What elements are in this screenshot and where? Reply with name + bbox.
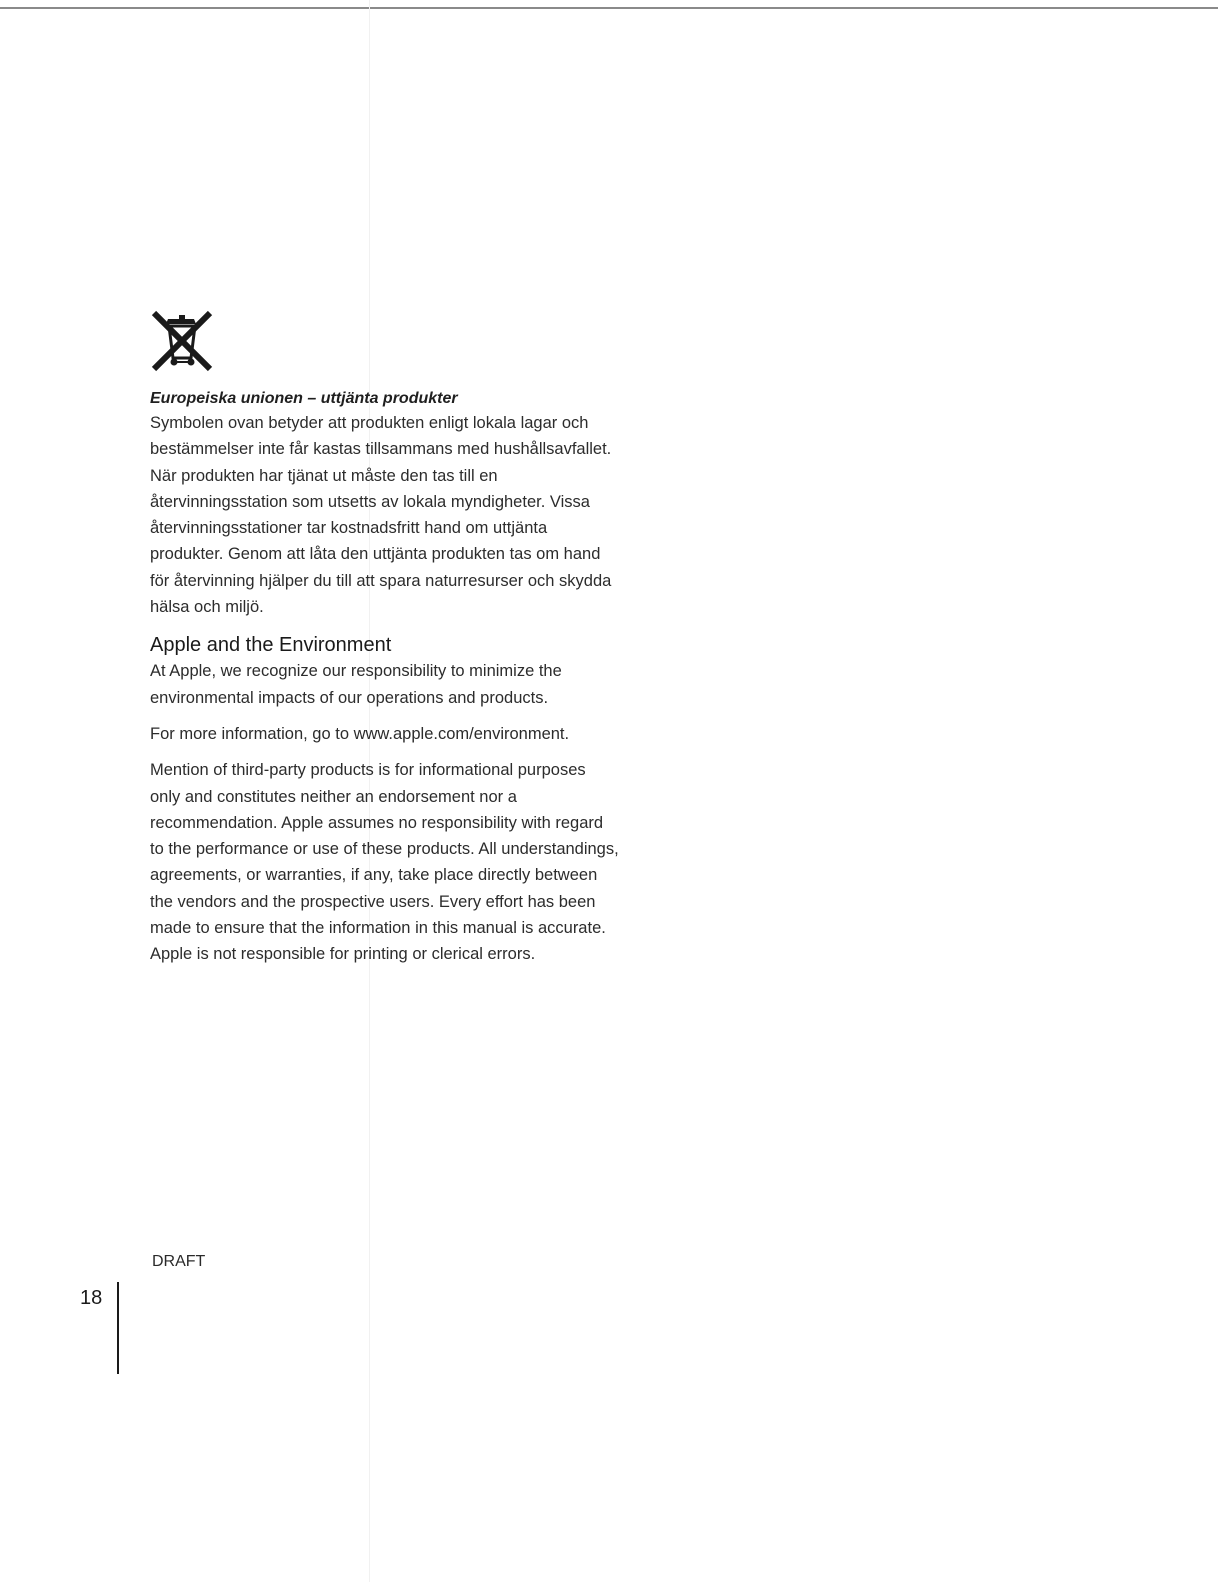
- eu-section-heading: Europeiska unionen – uttjänta produkter: [150, 390, 458, 407]
- crossed-out-wheelie-bin-icon: [150, 310, 214, 372]
- page-number-bar: [117, 1282, 119, 1374]
- environment-intro: At Apple, we recognize our responsibility to minimize the environmental impacts of our operations and products.: [150, 662, 562, 707]
- eu-section-body: Symbolen ovan betyder att produkten enligt lokala lagar och bestämmelser inte får kastas tillsammans med hushållsavfallet. När produkten har tjänat ut måste den tas till en återvinningsstation som utsetts av lokala myndigheter. Vissa återvinningsstationer tar kostnadsfritt hand om uttjänta produkter. Genom att låta den uttjänta produkten tas om hand för återvinning hjälper du till att spara naturresurser och skydda hälsa och miljö.: [150, 414, 612, 617]
- environment-more-info: For more information, go to www.apple.com/environment.: [150, 724, 570, 743]
- main-content: [150, 388, 620, 968]
- disclaimer-paragraph: Mention of third-party products is for informational purposes only and constitutes neither an endorsement nor a recommendation. Apple assumes no responsibility with regard to the performance or use of these products. All understandings, agreements, or warranties, if any, take place directly between the vendors and the prospective users. Every effort has been made to ensure that the information in this manual is accurate. Apple is not responsible for printing or clerical errors.: [150, 761, 619, 964]
- page-number: 18: [80, 1287, 103, 1309]
- environment-heading: Apple and the Environment: [150, 634, 392, 657]
- top-rule: [0, 7, 1218, 9]
- draft-label: DRAFT: [152, 1253, 206, 1270]
